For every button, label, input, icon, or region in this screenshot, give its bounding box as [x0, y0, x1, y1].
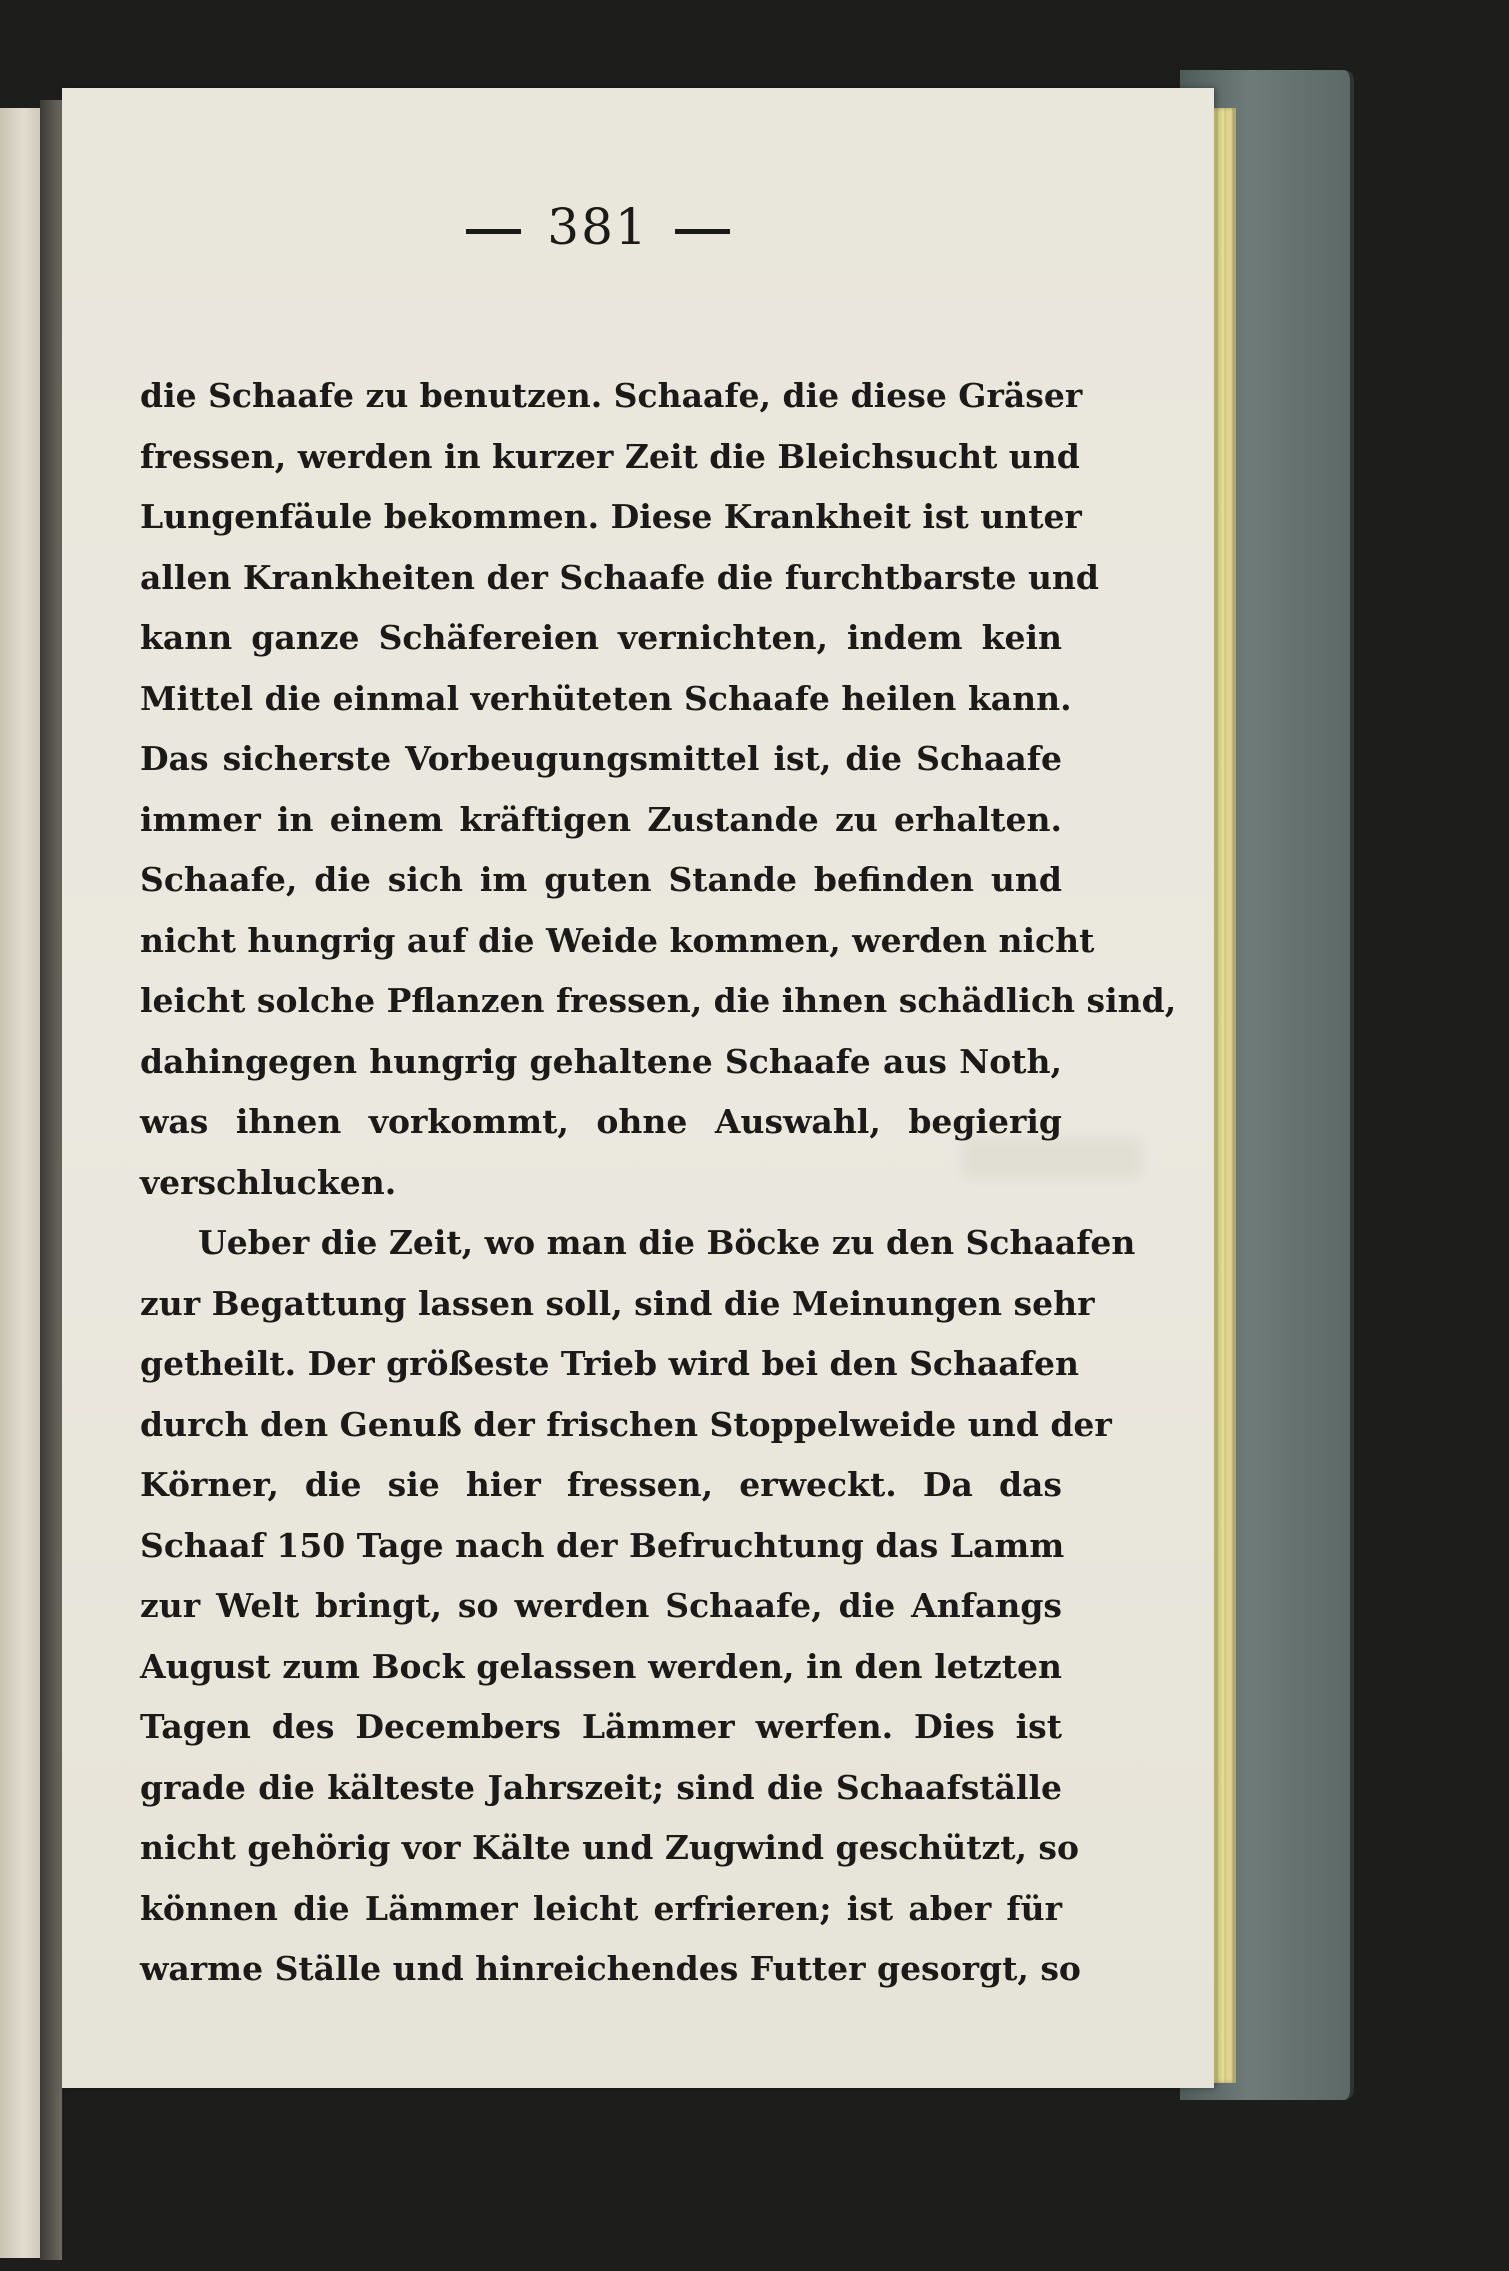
text-line: Schaaf 150 Tage nach der Befruchtung das Lamm [140, 1525, 1065, 1565]
text-line: können die Lämmer leicht erfrieren; ist aber für [140, 1888, 1062, 1928]
text-line: nicht gehörig vor Kälte und Zugwind geschützt, so [140, 1828, 1080, 1867]
left-page-edge [0, 108, 42, 2258]
text-line: durch den Genuß der frischen Stoppelweide und der [140, 1404, 1112, 1444]
page-header [22, 198, 1174, 256]
text-line: grade die kälteste Jahrszeit; sind die Schaafställe [140, 1767, 1062, 1807]
text-line: kann ganze Schäfereien vernichten, indem kein [140, 618, 1062, 657]
text-line: August zum Bock gelassen werden, in den letzten [140, 1646, 1062, 1686]
text-line: warme Ställe und hinreichendes Futter gesorgt, so [140, 1949, 1081, 1988]
text-line: was ihnen vorkommt, ohne Auswahl, begierig [140, 1102, 1062, 1141]
page-number: 381 [547, 198, 649, 256]
text-line: immer in einem kräftigen Zustande zu erhalten. [140, 799, 1062, 839]
paragraph-end-line: verschlucken. [140, 1162, 397, 1202]
text-line: Lungenfäule bekommen. Diese Krankheit ist unter [140, 497, 1082, 536]
text-line: leicht solche Pflanzen fressen, die ihnen schädlich sind, [140, 981, 1177, 1020]
text-line: dahingegen hungrig gehaltene Schaafe aus Noth, [140, 1041, 1062, 1081]
text-line: die Schaafe zu benutzen. Schaafe, die diese Gräser [140, 376, 1083, 415]
header-dash-left [466, 229, 521, 234]
text-line: Mittel die einmal verhüteten Schaafe heilen kann. [140, 678, 1072, 718]
book-gutter [40, 100, 62, 2260]
text-line: fressen, werden in kurzer Zeit die Bleichsucht und [140, 436, 1080, 476]
book-page [62, 88, 1214, 2088]
page-body [140, 366, 1177, 2000]
paragraph-start-line: Ueber die Zeit, wo man die Böcke zu den Schaafen [198, 1223, 1136, 1262]
text-line: allen Krankheiten der Schaafe die furchtbarste und [140, 557, 1099, 597]
text-line: zur Welt bringt, so werden Schaafe, die Anfangs [140, 1586, 1062, 1625]
text-line: zur Begattung lassen soll, sind die Meinungen sehr [140, 1283, 1095, 1323]
text-line: getheilt. Der größeste Trieb wird bei den Schaafen [140, 1344, 1079, 1383]
page-block-edge [1212, 108, 1236, 2083]
text-line: Tagen des Decembers Lämmer werfen. Dies ist [140, 1707, 1062, 1746]
text-line: Körner, die sie hier fressen, erweckt. Da das [140, 1465, 1062, 1504]
text-line: nicht hungrig auf die Weide kommen, werden nicht [140, 920, 1095, 960]
header-dash-right [675, 229, 730, 234]
text-line: Schaafe, die sich im guten Stande befinden und [140, 860, 1062, 899]
text-line: Das sicherste Vorbeugungsmittel ist, die Schaafe [140, 739, 1062, 778]
